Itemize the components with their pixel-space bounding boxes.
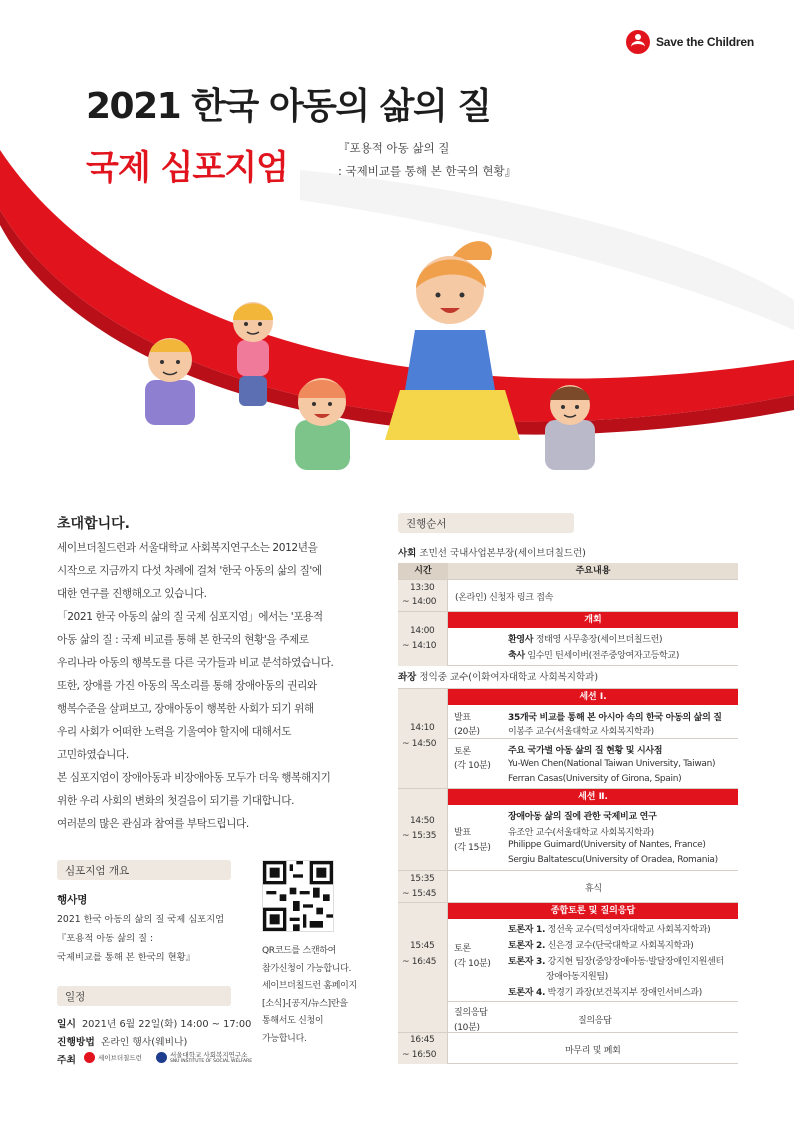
- discussant-name: 박경기 과장(보건복지부 장애인서비스과): [547, 988, 702, 998]
- table-head-content: 주요내용: [448, 563, 738, 579]
- table-row: [398, 611, 738, 666]
- time-start: 13:30: [410, 583, 435, 593]
- chair-value: 정익중 교수(이화여자대학교 사회복지학과): [419, 672, 599, 683]
- type-duration: (각 10분): [454, 761, 491, 771]
- table-row: [398, 870, 738, 902]
- congrats-label: 축사: [508, 651, 525, 661]
- invite-line: 우리 사회가 어떠한 노력을 기울여야 할지에 대해서도: [57, 726, 292, 738]
- table-head-time: 시간: [398, 563, 448, 579]
- discussant: [508, 985, 702, 998]
- invite-line: 행복수준을 살펴보고, 장애아동이 행복한 사회가 되기 위해: [57, 703, 314, 715]
- discussant-name: 정선욱 교수(덕성여자대학교 사회복지학과): [547, 925, 711, 935]
- qr-line: 가능합니다.: [262, 1033, 307, 1044]
- theme-line-2: : 국제비교를 통해 본 한국의 현황』: [338, 164, 517, 178]
- discussant: [508, 922, 710, 935]
- type-label: 토론: [454, 747, 471, 757]
- time-start: 14:50: [410, 816, 435, 826]
- time-end: ~ 15:35: [402, 831, 437, 841]
- time-end: ~ 14:10: [402, 641, 437, 651]
- qr-line: QR코드를 스캔하여: [262, 946, 337, 956]
- mc-info: [398, 545, 586, 559]
- congrats-speaker: 임수민 틴세이버(전주중앙여자고등학교): [527, 651, 680, 661]
- discussant-name: 강지현 팀장(중앙장애아동·발달장애인지원센터: [547, 957, 724, 967]
- discussant-label: 토론자 2.: [508, 941, 546, 951]
- speaker: 유조안 교수(서울대학교 사회복지학과): [508, 828, 654, 838]
- stc-icon: [84, 1052, 95, 1063]
- speaker: 이봉주 교수(서울대학교 사회복지학과): [508, 727, 654, 737]
- invite-line: 대한 연구를 진행해오고 있습니다.: [57, 588, 207, 600]
- host-logo-stc: [84, 1052, 142, 1063]
- qr-line: 참가신청이 가능합니다.: [262, 963, 352, 974]
- speaker: Ferran Casas(University of Girona, Spain): [508, 774, 682, 784]
- qr-line: 세이브더칠드런 홈페이지: [262, 981, 357, 991]
- time-start: 16:45: [410, 1035, 435, 1045]
- chair-label: 좌장: [398, 672, 417, 683]
- qr-instructions: [262, 943, 357, 1048]
- speaker: Sergiu Baltatescu(University of Oradea, Romania): [508, 855, 718, 865]
- invite-line: 본 심포지엄이 장애아동과 비장애아동 모두가 더욱 행복해지기: [57, 772, 331, 784]
- welcome-label: 환영사: [508, 635, 534, 645]
- method-label: 진행방법: [57, 1037, 95, 1048]
- time-end: ~ 14:00: [402, 597, 437, 607]
- qa-label: 질의응답: [578, 1016, 612, 1026]
- event-name-line: 국제비교를 통해 본 한국의 현황』: [57, 952, 195, 963]
- type-duration: (10분): [454, 1023, 480, 1033]
- host2-name: 서울대학교 사회복지연구소: [169, 1051, 248, 1059]
- host-logos: [84, 1050, 252, 1064]
- date-info: [57, 1016, 251, 1030]
- welcome-line: [508, 632, 662, 645]
- time-start: 14:00: [410, 626, 435, 636]
- type-label: 질의응답: [454, 1008, 488, 1018]
- invite-line: 「2021 한국 아동의 삶의 질 국제 심포지엄」에서는 '포용적: [57, 611, 323, 623]
- closing-label: 마무리 및 폐회: [565, 1046, 621, 1056]
- discussant-label: 토론자 3.: [508, 957, 546, 967]
- main-title: 2021 한국 아동의 삶의 질: [86, 86, 491, 127]
- discussant-cont: 장애아동지원팀): [546, 972, 608, 982]
- opening-band: 개회: [448, 612, 738, 628]
- time-start: 15:35: [410, 874, 435, 884]
- method-value: 온라인 행사(웨비나): [100, 1037, 188, 1048]
- session1-band: 세션 Ⅰ.: [448, 689, 738, 705]
- event-name-line: 2021 한국 아동의 삶의 질 국제 심포지엄: [57, 914, 225, 925]
- row-content: (온라인) 신청자 링크 접속: [455, 593, 554, 603]
- discussion-band: 종합토론 및 질의응답: [448, 903, 738, 919]
- host-logo-snu: [156, 1050, 252, 1064]
- discussant-label: 토론자 4.: [508, 988, 546, 998]
- host1-name: 세이브더칠드런: [98, 1053, 142, 1062]
- qr-line: 통해서도 신청이: [262, 1016, 324, 1026]
- theme-line-1: 『포용적 아동 삶의 질: [338, 141, 450, 155]
- table-row: [398, 579, 738, 611]
- discussant: [508, 938, 694, 951]
- save-the-children-icon: [626, 30, 650, 54]
- invite-line: 시작으로 지금까지 다섯 차례에 걸쳐 '한국 아동의 삶의 질'에: [57, 565, 322, 577]
- speaker: Yu-Wen Chen(National Taiwan University, Taiwan): [508, 759, 716, 769]
- program-table-1: [398, 563, 738, 666]
- date-label: 일시: [57, 1019, 76, 1030]
- schedule-section-label: 일정: [57, 986, 231, 1006]
- invite-line: 고민하였습니다.: [57, 749, 129, 761]
- table-row: [398, 688, 738, 788]
- discussant-name: 신은경 교수(단국대학교 사회복지학과): [547, 941, 694, 951]
- host2-english: SNU INSTITUTE OF SOCIAL WELFARE: [169, 1059, 253, 1064]
- time-cell: [398, 903, 448, 1033]
- brand-name: Save the Children: [656, 35, 754, 49]
- talk-title: 35개국 비교를 통해 본 아시아 속의 한국 아동의 삶의 질: [508, 713, 722, 723]
- discussant-label: 토론자 1.: [508, 925, 546, 935]
- type-label: 토론: [454, 944, 471, 954]
- time-end: ~ 16:50: [402, 1050, 437, 1060]
- divider: [448, 1001, 738, 1002]
- event-name: [57, 910, 224, 967]
- type-duration: (각 15분): [454, 843, 491, 853]
- table-row: [398, 1032, 738, 1064]
- method-info: [57, 1034, 187, 1048]
- session2-band: 세션 Ⅱ.: [448, 789, 738, 805]
- type-label: 발표: [454, 828, 471, 838]
- date-value: 2021년 6월 22일(화) 14:00 ~ 17:00: [81, 1019, 252, 1030]
- main-subtitle: 국제 심포지엄: [86, 148, 288, 188]
- type-duration: (20분): [454, 727, 480, 737]
- talk-title: 주요 국가별 아동 삶의 질 현황 및 시사점: [508, 746, 663, 756]
- event-name-label: 행사명: [57, 894, 88, 906]
- snu-icon: [156, 1052, 167, 1063]
- type-label: 발표: [454, 713, 471, 723]
- time-end: ~ 16:45: [402, 957, 437, 967]
- registration-qr-code[interactable]: [262, 860, 334, 932]
- time-cell: [398, 789, 448, 871]
- chair-info: [398, 669, 598, 683]
- qr-line: [소식]-[공지/뉴스]란을: [262, 998, 348, 1009]
- invite-body: [57, 537, 387, 836]
- event-name-line: 『포용적 아동 삶의 질 :: [57, 933, 154, 944]
- mc-value: 조민선 국내사업본부장(세이브더칠드런): [419, 548, 586, 559]
- congrats-line: [508, 648, 679, 661]
- talk-title: 장애아동 삶의 질에 관한 국제비교 연구: [508, 812, 657, 822]
- break-label: 휴식: [585, 884, 602, 894]
- time-cell: [398, 612, 448, 666]
- mc-label: 사회: [398, 548, 417, 559]
- invite-line: 위한 우리 사회의 변화의 첫걸음이 되기를 기대합니다.: [57, 795, 295, 807]
- invite-line: 아동 삶의 질 : 국제 비교를 통해 본 한국의 현황'을 주제로: [57, 634, 309, 646]
- speaker: Philippe Guimard(University of Nantes, France): [508, 840, 706, 850]
- invite-line: 여러분의 많은 관심과 참여를 부탁드립니다.: [57, 818, 249, 830]
- divider: [448, 738, 738, 739]
- brand-logo: [626, 30, 754, 54]
- table-row: [398, 788, 738, 870]
- invite-line: 우리나라 아동의 행복도를 다른 국가들과 비교 분석하였습니다.: [57, 657, 334, 669]
- program-table-2: [398, 688, 738, 1070]
- time-end: ~ 14:50: [402, 739, 437, 749]
- type-duration: (각 10분): [454, 959, 491, 969]
- invite-line: 세이브더칠드런과 서울대학교 사회복지연구소는 2012년을: [57, 542, 318, 554]
- program-section-label: 진행순서: [398, 513, 574, 533]
- overview-section-label: 심포지엄 개요: [57, 860, 231, 880]
- table-row: [398, 902, 738, 1032]
- invite-line: 또한, 장애를 가진 아동의 목소리를 통해 장애아동의 권리와: [57, 680, 317, 692]
- host-info: [57, 1052, 82, 1066]
- time-end: ~ 15:45: [402, 889, 437, 899]
- welcome-speaker: 정태영 사무총장(세이브더칠드런): [535, 635, 663, 645]
- host-label: 주최: [57, 1055, 76, 1066]
- invite-heading: 초대합니다.: [57, 516, 130, 532]
- discussant: [508, 954, 724, 967]
- time-start: 14:10: [410, 723, 435, 733]
- time-start: 15:45: [410, 941, 435, 951]
